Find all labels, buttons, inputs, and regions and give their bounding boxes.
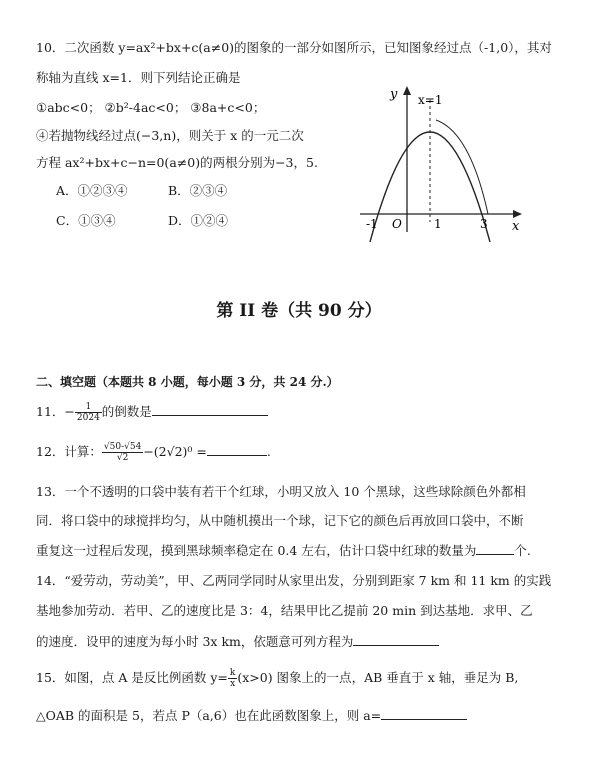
- q10-option-c: C．①③④: [56, 213, 116, 228]
- q13-line3-end: 个.: [514, 543, 531, 558]
- q13-line3: 重复这一过程后发现，摸到黑球频率稳定在 0.4 左右，估计口袋中红球的数量为: [36, 543, 477, 558]
- q14-line3: 的速度．设甲的速度为每小时 3x km，依题意可列方程为: [36, 634, 354, 649]
- q12-prefix: 12．计算：: [36, 444, 102, 459]
- part2-title: 第 II 卷（共 90 分）: [216, 301, 382, 321]
- q12-period: .: [266, 444, 271, 459]
- parabola-curve-sketch: [436, 120, 488, 214]
- section2-heading: 二、填空题（本题共 8 小题，每小题 3 分，共 24 分.）: [36, 375, 339, 389]
- q15-suffix: (x>0) 图象上的一点，AB 垂直于 x 轴，垂足为 B,: [237, 670, 519, 685]
- y-axis-label: y: [390, 87, 398, 102]
- x-axis-arrow: [513, 210, 522, 218]
- q15-frac-den: x: [230, 679, 236, 689]
- q11: [36, 402, 268, 423]
- x-axis-label: x: [512, 219, 520, 234]
- q11-prefix: 11．−: [36, 404, 75, 419]
- q11-frac-den: 2024: [76, 413, 100, 423]
- q10-option-a: A．①②③④: [56, 183, 128, 198]
- q11-suffix: 的倒数是: [101, 404, 152, 419]
- q14-answer-blank[interactable]: [353, 633, 439, 646]
- q15-line2-wrap: [36, 707, 467, 724]
- q10-option-b: B．②③④: [168, 183, 228, 198]
- q12: [36, 442, 271, 463]
- q10-line1: 10．二次函数 y=ax²+bx+c(a≠0)的图象的一部分如图所示，已知图象经过点（-1,0），其对: [36, 40, 552, 55]
- tick-3-label: 3: [480, 217, 488, 231]
- parabola-graph: [352, 82, 532, 242]
- q11-frac-num: 1: [75, 402, 102, 413]
- q15-prefix: 15．如图，点 A 是反比例函数 y=: [36, 670, 228, 685]
- symmetry-label: x=1: [418, 93, 443, 107]
- q13-line3-wrap: [36, 542, 531, 559]
- q14-line1: 14．“爱劳动，劳动美”，甲、乙两同学同时从家里出发，分别到距家 7 km 和 11 km 的实践: [36, 573, 552, 588]
- tick-1-label: 1: [434, 217, 442, 231]
- q15-frac-num: k: [229, 668, 236, 678]
- q15-fraction: [228, 668, 237, 689]
- q15-answer-blank[interactable]: [381, 707, 467, 720]
- q14-line3-wrap: [36, 633, 439, 650]
- q11-answer-blank[interactable]: [152, 403, 268, 416]
- q12-answer-blank[interactable]: [207, 443, 267, 456]
- q10-conclusions: ①abc<0； ②b²-4ac<0； ③8a+c<0；: [36, 100, 266, 115]
- origin-label: O: [392, 217, 402, 231]
- q14-line2: 基地参加劳动．若甲、乙的速度比是 3：4，结果甲比乙提前 20 min 到达基地．求甲、乙: [36, 603, 533, 618]
- q12-frac-den: √2: [116, 453, 129, 463]
- tick-neg1-label: -1: [366, 217, 378, 231]
- q10-line4: ④若抛物线经过点(−3,n)，则关于 x 的一元二次: [36, 128, 304, 143]
- q12-suffix: −(2√2)⁰ =: [143, 444, 207, 459]
- q15-line1: [36, 668, 518, 689]
- q13-line1: 13．一个不透明的口袋中装有若干个红球，小明又放入 10 个黑球，这些球除颜色外都相: [36, 484, 526, 499]
- q13-answer-blank[interactable]: [476, 542, 514, 555]
- q13-line2: 同．将口袋中的球搅拌均匀，从中随机摸出一个球，记下它的颜色后再放回口袋中，不断: [36, 513, 524, 528]
- q12-fraction: [102, 442, 143, 463]
- y-axis-arrow: [403, 86, 411, 95]
- q10-line5: 方程 ax²+bx+c−n=0(a≠0)的两根分别为−3，5.: [36, 155, 318, 170]
- q10-line2: 称轴为直线 x=1．则下列结论正确是: [36, 70, 241, 85]
- q15-line2: △OAB 的面积是 5，若点 P（a,6）也在此函数图象上，则 a=: [36, 708, 382, 723]
- q12-frac-num: √50-√54: [103, 442, 142, 452]
- q11-fraction: [75, 402, 102, 423]
- q10-option-d: D．①②④: [168, 213, 229, 228]
